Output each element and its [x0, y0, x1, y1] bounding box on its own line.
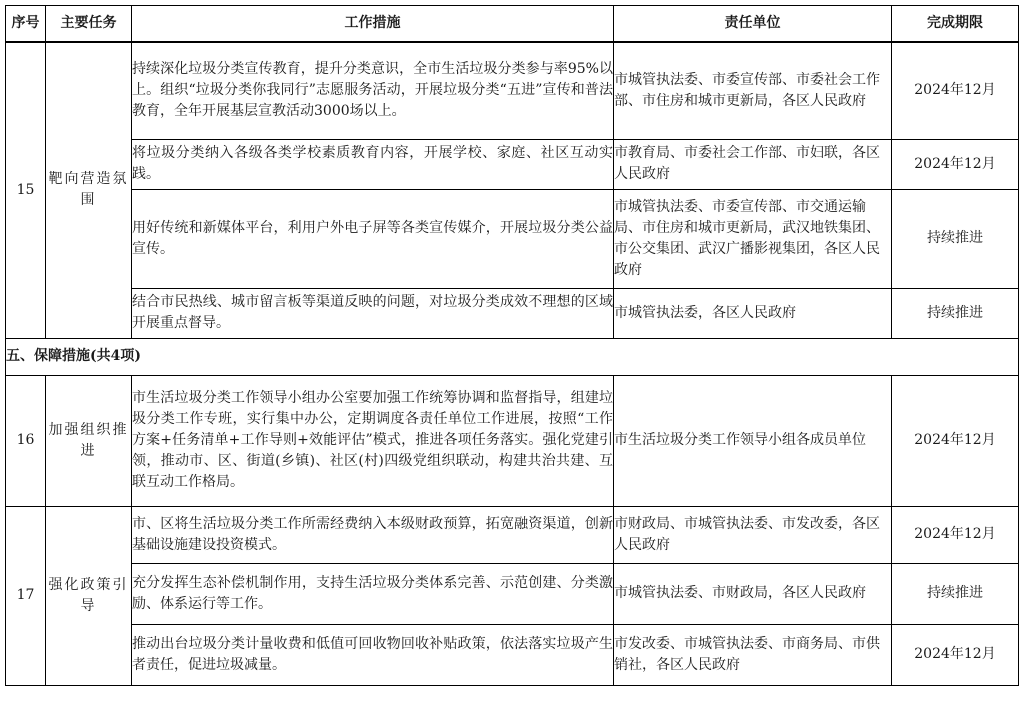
- unit-cell: 市财政局、市城管执法委、市发改委，各区人民政府: [614, 506, 892, 563]
- table-row: [6, 288, 1019, 338]
- deadline-cell: 2024年12月: [892, 506, 1019, 563]
- row-number: 15: [6, 42, 46, 338]
- header-unit: 责任单位: [614, 6, 892, 43]
- unit-cell: 市城管执法委、市委宣传部、市交通运输局、市住房和城市更新局，武汉地铁集团、市公交集团、武汉广播影视集团，各区人民政府: [614, 189, 892, 288]
- unit-cell: 市城管执法委，各区人民政府: [614, 288, 892, 338]
- table-row: [6, 189, 1019, 288]
- section-row: [6, 338, 1019, 375]
- deadline-cell: 2024年12月: [892, 42, 1019, 139]
- table-row: [6, 139, 1019, 189]
- section-title: 五、保障措施(共4项): [6, 338, 1019, 375]
- task-name: 强化政策引导: [46, 506, 132, 685]
- deadline-cell: 2024年12月: [892, 139, 1019, 189]
- deadline-cell: 持续推进: [892, 288, 1019, 338]
- row-number: 17: [6, 506, 46, 685]
- table-row: [6, 563, 1019, 624]
- unit-cell: 市城管执法委、市委宣传部、市委社会工作部、市住房和城市更新局，各区人民政府: [614, 42, 892, 139]
- measure-cell: 用好传统和新媒体平台，利用户外电子屏等各类宣传媒介，开展垃圾分类公益宣传。: [132, 189, 614, 288]
- task-name: 靶向营造氛围: [46, 42, 132, 338]
- table-row: [6, 375, 1019, 506]
- table-row: [6, 506, 1019, 563]
- row-number: 16: [6, 375, 46, 506]
- measure-cell: 市生活垃圾分类工作领导小组办公室要加强工作统筹协调和监督指导，组建垃圾分类工作专班，实行集中办公，定期调度各责任单位工作进展，按照“工作方案+任务清单+工作导则+效能评估”模式，推进各项任务落实。强化党建引领，推动市、区、街道(乡镇)、社区(村)四级党组织联动，构建共治共建、互联互动工作格局。: [132, 375, 614, 506]
- deadline-cell: 2024年12月: [892, 375, 1019, 506]
- header-num: 序号: [6, 6, 46, 43]
- unit-cell: 市教育局、市委社会工作部、市妇联，各区人民政府: [614, 139, 892, 189]
- measure-cell: 推动出台垃圾分类计量收费和低值可回收物回收补贴政策，依法落实垃圾产生者责任，促进垃圾减量。: [132, 624, 614, 685]
- deadline-cell: 持续推进: [892, 563, 1019, 624]
- header-deadline: 完成期限: [892, 6, 1019, 43]
- unit-cell: 市城管执法委、市财政局，各区人民政府: [614, 563, 892, 624]
- header-row: [6, 6, 1019, 43]
- header-task: 主要任务: [46, 6, 132, 43]
- measure-cell: 持续深化垃圾分类宣传教育，提升分类意识，全市生活垃圾分类参与率95%以上。组织“垃圾分类你我同行”志愿服务活动，开展垃圾分类“五进”宣传和普法教育，全年开展基层宣教活动3000场以上。: [132, 42, 614, 139]
- table-row: [6, 42, 1019, 139]
- measure-cell: 充分发挥生态补偿机制作用，支持生活垃圾分类体系完善、示范创建、分类激励、体系运行等工作。: [132, 563, 614, 624]
- measure-cell: 市、区将生活垃圾分类工作所需经费纳入本级财政预算，拓宽融资渠道，创新基础设施建设投资模式。: [132, 506, 614, 563]
- deadline-cell: 持续推进: [892, 189, 1019, 288]
- task-table: [5, 5, 1019, 686]
- header-measure: 工作措施: [132, 6, 614, 43]
- measure-cell: 结合市民热线、城市留言板等渠道反映的问题，对垃圾分类成效不理想的区域开展重点督导。: [132, 288, 614, 338]
- deadline-cell: 2024年12月: [892, 624, 1019, 685]
- task-name: 加强组织推进: [46, 375, 132, 506]
- table-row: [6, 624, 1019, 685]
- unit-cell: 市发改委、市城管执法委、市商务局、市供销社，各区人民政府: [614, 624, 892, 685]
- unit-cell: 市生活垃圾分类工作领导小组各成员单位: [614, 375, 892, 506]
- measure-cell: 将垃圾分类纳入各级各类学校素质教育内容，开展学校、家庭、社区互动实践。: [132, 139, 614, 189]
